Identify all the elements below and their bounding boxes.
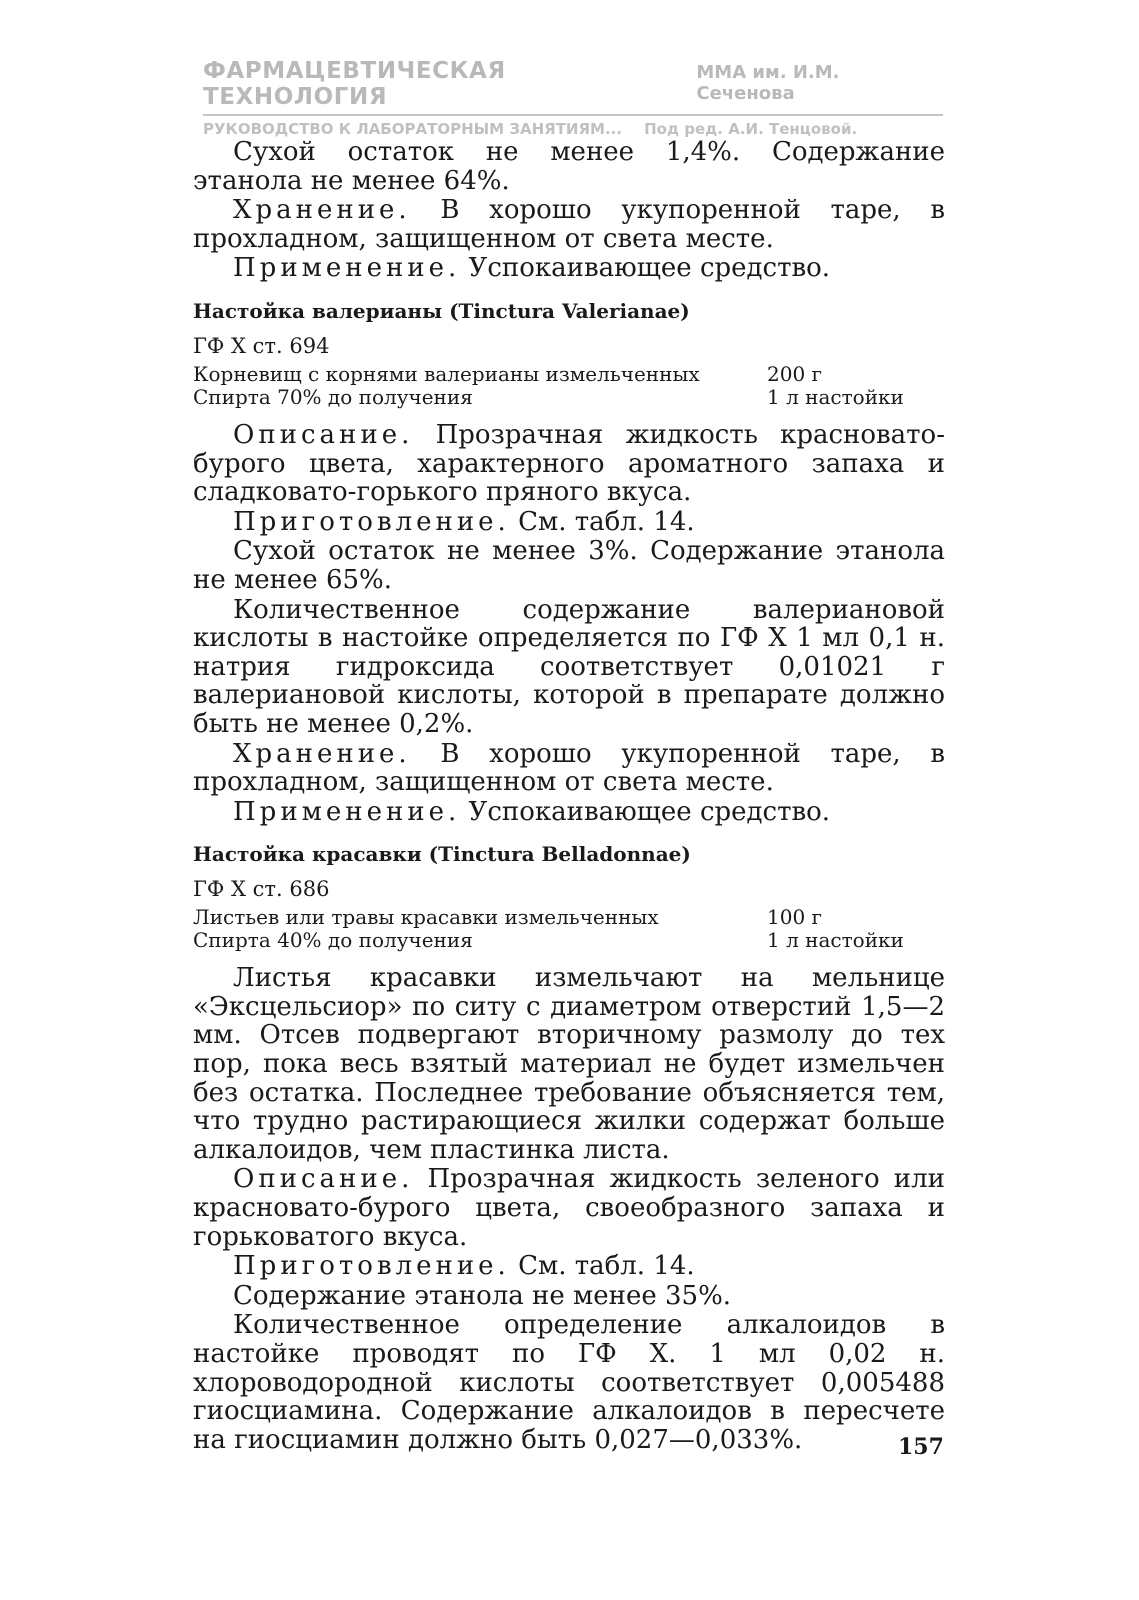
institution-name: ММА им. И.М. Сеченова (696, 62, 840, 104)
storage-text: В хорошо укупоренной таре, в прохладном, защищенном от света месте. (193, 195, 945, 254)
preparation-paragraph (193, 1252, 945, 1281)
application-label: Применение. (233, 796, 461, 827)
preparation-label: Приготовление. (233, 506, 510, 537)
recipe-ingredient: Спирта 70% до получения (193, 384, 473, 409)
valerian-recipe (193, 363, 945, 409)
description-paragraph (193, 1165, 945, 1251)
page-number: 157 (898, 1434, 944, 1460)
description-paragraph (193, 421, 945, 507)
dry-residue-paragraph: Сухой остаток не менее 3%. Содержание этанола не менее 65%. (193, 536, 945, 595)
valerian-pharmacopoeia-ref: ГФ Х ст. 694 (193, 333, 330, 358)
application-paragraph (193, 798, 945, 827)
book-editor: Под ред. А.И. Тенцовой. (644, 120, 858, 138)
ethanol-content-paragraph: Содержание этанола не менее 35%. (233, 1280, 732, 1311)
belladonna-pharmacopoeia-ref: ГФ Х ст. 686 (193, 877, 330, 902)
preparation-label: Приготовление. (233, 1251, 510, 1282)
recipe-ingredient: Листьев или травы красавки измельченных (193, 905, 659, 930)
recipe-row (193, 363, 945, 386)
belladonna-section-title: Настойка красавки (Tinctura Belladonnae) (193, 842, 691, 867)
page-content (193, 138, 945, 1454)
recipe-row (193, 386, 945, 409)
recipe-row (193, 906, 945, 929)
description-text: Прозрачная жидкость зеленого или красновато-бурого цвета, своеобразного запаха и горьковатого вкуса. (193, 1164, 945, 1252)
recipe-amount: 200 г (767, 361, 823, 386)
description-label: Описание. (233, 419, 414, 450)
description-label: Описание. (233, 1164, 414, 1195)
application-paragraph (193, 254, 945, 283)
valerian-section-title: Настойка валерианы (Tinctura Valerianae) (193, 298, 690, 323)
recipe-amount: 1 л настойки (767, 928, 904, 953)
description-text: Прозрачная жидкость красновато-бурого цвета, характерного ароматного запаха и сладковато-горького пряного вкуса. (193, 419, 945, 508)
recipe-amount: 100 г (767, 905, 823, 930)
recipe-ingredient: Спирта 40% до получения (193, 928, 473, 953)
application-text: Успокаивающее средство. (460, 253, 831, 284)
header-divider (203, 114, 943, 116)
storage-label: Хранение. (233, 195, 411, 226)
storage-paragraph (193, 740, 945, 797)
recipe-amount: 1 л настойки (767, 384, 904, 409)
storage-paragraph (193, 196, 945, 253)
book-subtitle: РУКОВОДСТВО К ЛАБОРАТОРНЫМ ЗАНЯТИЯМ... (203, 120, 623, 138)
assay-paragraph: Количественное содержание валериановой кислоты в настойке определяется по ГФ Х 1 мл 0,1 н. натрия гидроксида соответствует 0,01021 г валериановой кислоты, которой в препарате должно быть не менее 0,2%. (193, 594, 945, 739)
assay-paragraph: Количественное определение алкалоидов в настойке проводят по ГФ Х. 1 мл 0,02 н. хлороводородной кислоты соответствует 0,005488 гиосциамина. Содержание алкалоидов в пересчете на гиосциамин должно быть 0,027—0,033%. (193, 1310, 945, 1455)
dry-residue-paragraph: Сухой остаток не менее 1,4%. Содержание этанола не менее 64%. (193, 137, 945, 196)
storage-label: Хранение. (233, 738, 411, 769)
application-text: Успокаивающее средство. (460, 796, 831, 827)
preparation-paragraph (193, 508, 945, 537)
application-label: Применение. (233, 253, 461, 284)
recipe-row (193, 929, 945, 952)
storage-text: В хорошо укупоренной таре, в прохладном, защищенном от света месте. (193, 738, 945, 798)
preparation-text: См. табл. 14. (509, 1251, 695, 1282)
preparation-text: См. табл. 14. (509, 506, 695, 537)
recipe-ingredient: Корневищ с корнями валерианы измельченных (193, 361, 700, 386)
milling-paragraph: Листья красавки измельчают на мельнице «Эксцельсиор» по ситу с диаметром отверстий 1,5—2 мм. Отсев подвергают вторичному размолу до тех пор, пока весь взятый материал не будет измельчен без остатка. Последнее требование объясняется тем, что трудно растирающиеся жилки содержат больше алкалоидов, чем пластинка листа. (193, 963, 945, 1165)
running-header (203, 58, 943, 138)
belladonna-recipe (193, 906, 945, 952)
book-title: ФАРМАЦЕВТИЧЕСКАЯ ТЕХНОЛОГИЯ (203, 58, 506, 110)
